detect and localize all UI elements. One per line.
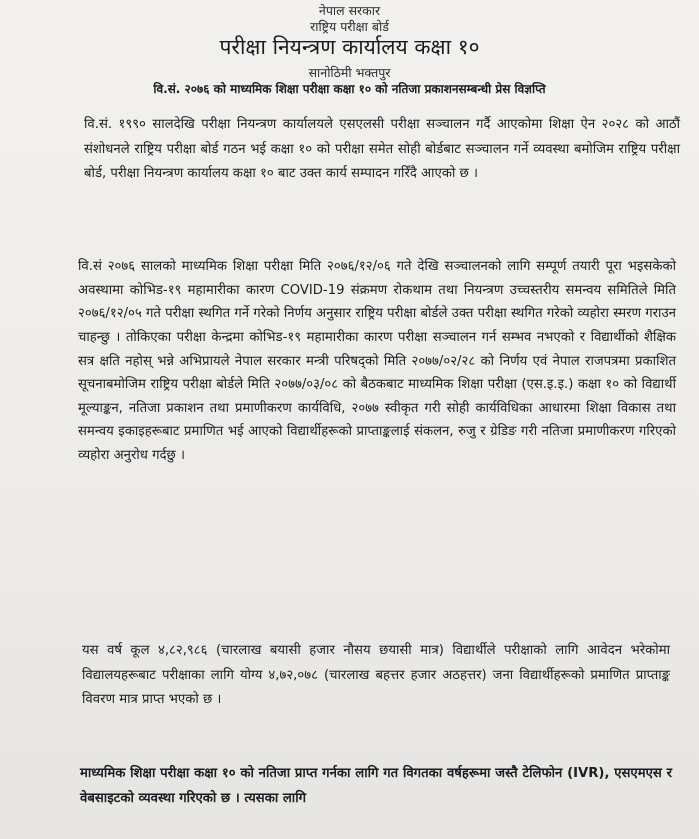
paragraph-result-access: माध्यमिक शिक्षा परीक्षा कक्षा १० को नतिजा प्राप्त गर्नका लागि गत विगतका वर्षहरूमा जस्तै टेलिफोन (IVR), एसएमएस र वेबसाइटको व्यवस्था गरिएको छ । त्यसका लागि	[80, 766, 672, 807]
paragraph-history: वि.सं. १९९० सालदेखि परीक्षा नियन्त्रण कार्यालयले एसएलसी परीक्षा सञ्चालन गर्दै आएकोमा शिक्षा ऐन २०२८ को आठौं संशोधनले राष्ट्रिय परीक्षा बोर्ड गठन भई कक्षा १० को परीक्षा समेत सोही बोर्डबाट सञ्चालन गर्ने व्यवस्था बमोजिम राष्ट्रिय परीक्षा बोर्ड, परीक्षा नियन्त्रण कार्यालय कक्षा १० बाट उक्त कार्य सम्पादन गरिँदै आएको छ ।	[84, 117, 680, 182]
header-government: नेपाल सरकार	[318, 3, 381, 18]
paragraph-covid-postponement: वि.सं २०७६ सालको माध्यमिक शिक्षा परीक्षा मिति २०७६/१२/०६ गते देखि सञ्चालनको लागि सम्पूर्ण तयारी पूरा भइसकेको अवस्थामा कोभिड-१९ महामारीका कारण COVID-19 संक्रमण रोकथाम तथा नियन्त्रण उच्चस्तरीय समन्वय समितिले मिति २०७६/१२/०५ गते परीक्षा स्थगित गर्ने गरेको निर्णय अनुसार राष्ट्रिय परीक्षा बोर्डले उक्त परीक्षा स्थगित गरेको व्यहोरा स्मरण गराउन चाहन्छु । तोकिएका परीक्षा केन्द्रमा कोभिड-१९ महामारीका कारण परीक्षा सञ्चालन गर्न सम्भव नभएको र विद्यार्थीको शैक्षिक सत्र क्षति नहोस् भन्ने अभिप्रायले नेपाल सरकार मन्त्री परिषद्को मिति २०७७/०२/२८ को निर्णय एवं नेपाल राजपत्रमा प्रकाशित सूचनाबमोजिम राष्ट्रिय परीक्षा बोर्डले मिति २०७७/०३/०८ को बैठकबाट माध्यमिक शिक्षा परीक्षा (एस.इ.इ.) कक्षा १० को विद्यार्थी मूल्याङ्कन, नतिजा प्रकाशन तथा प्रमाणीकरण कार्यविधि, २०७७ स्वीकृत गरी सोही कार्यविधिका आधारमा शिक्षा विकास तथा समन्वय इकाइहरूबाट प्रमाणित भई आएको विद्यार्थीहरूको प्राप्ताङ्कलाई संकलन, रुजु र ग्रेडिङ गरी नतिजा प्रमाणीकरण गरिएको व्यहोरा अनुरोध गर्दछु ।	[78, 259, 676, 463]
header-board: राष्ट्रिय परीक्षा बोर्ड	[310, 19, 389, 34]
header-office-title: परीक्षा नियन्त्रण कार्यालय कक्षा १०	[219, 35, 480, 59]
paragraph-student-count: यस वर्ष कूल ४,८२,९८६ (चारलाख बयासी हजार नौसय छयासी मात्र) विद्यार्थीले परीक्षाको लागि आवेदन भरेकोमा विद्यालयहरूबाट परीक्षाका लागि योग्य ४,७२,०७८ (चारलाख बहत्तर हजार अठहत्तर) जना विद्यार्थीहरूको प्रमाणित प्राप्ताङ्क विवरण मात्र प्राप्त भएको छ ।	[82, 643, 670, 708]
header-location: सानोठिमी भक्तपुर	[308, 65, 391, 80]
press-release-subject: वि.सं. २०७६ को माध्यमिक शिक्षा परीक्षा कक्षा १० को नतिजा प्रकाशनसम्बन्धी प्रेस विज्ञप्ति	[153, 82, 546, 96]
